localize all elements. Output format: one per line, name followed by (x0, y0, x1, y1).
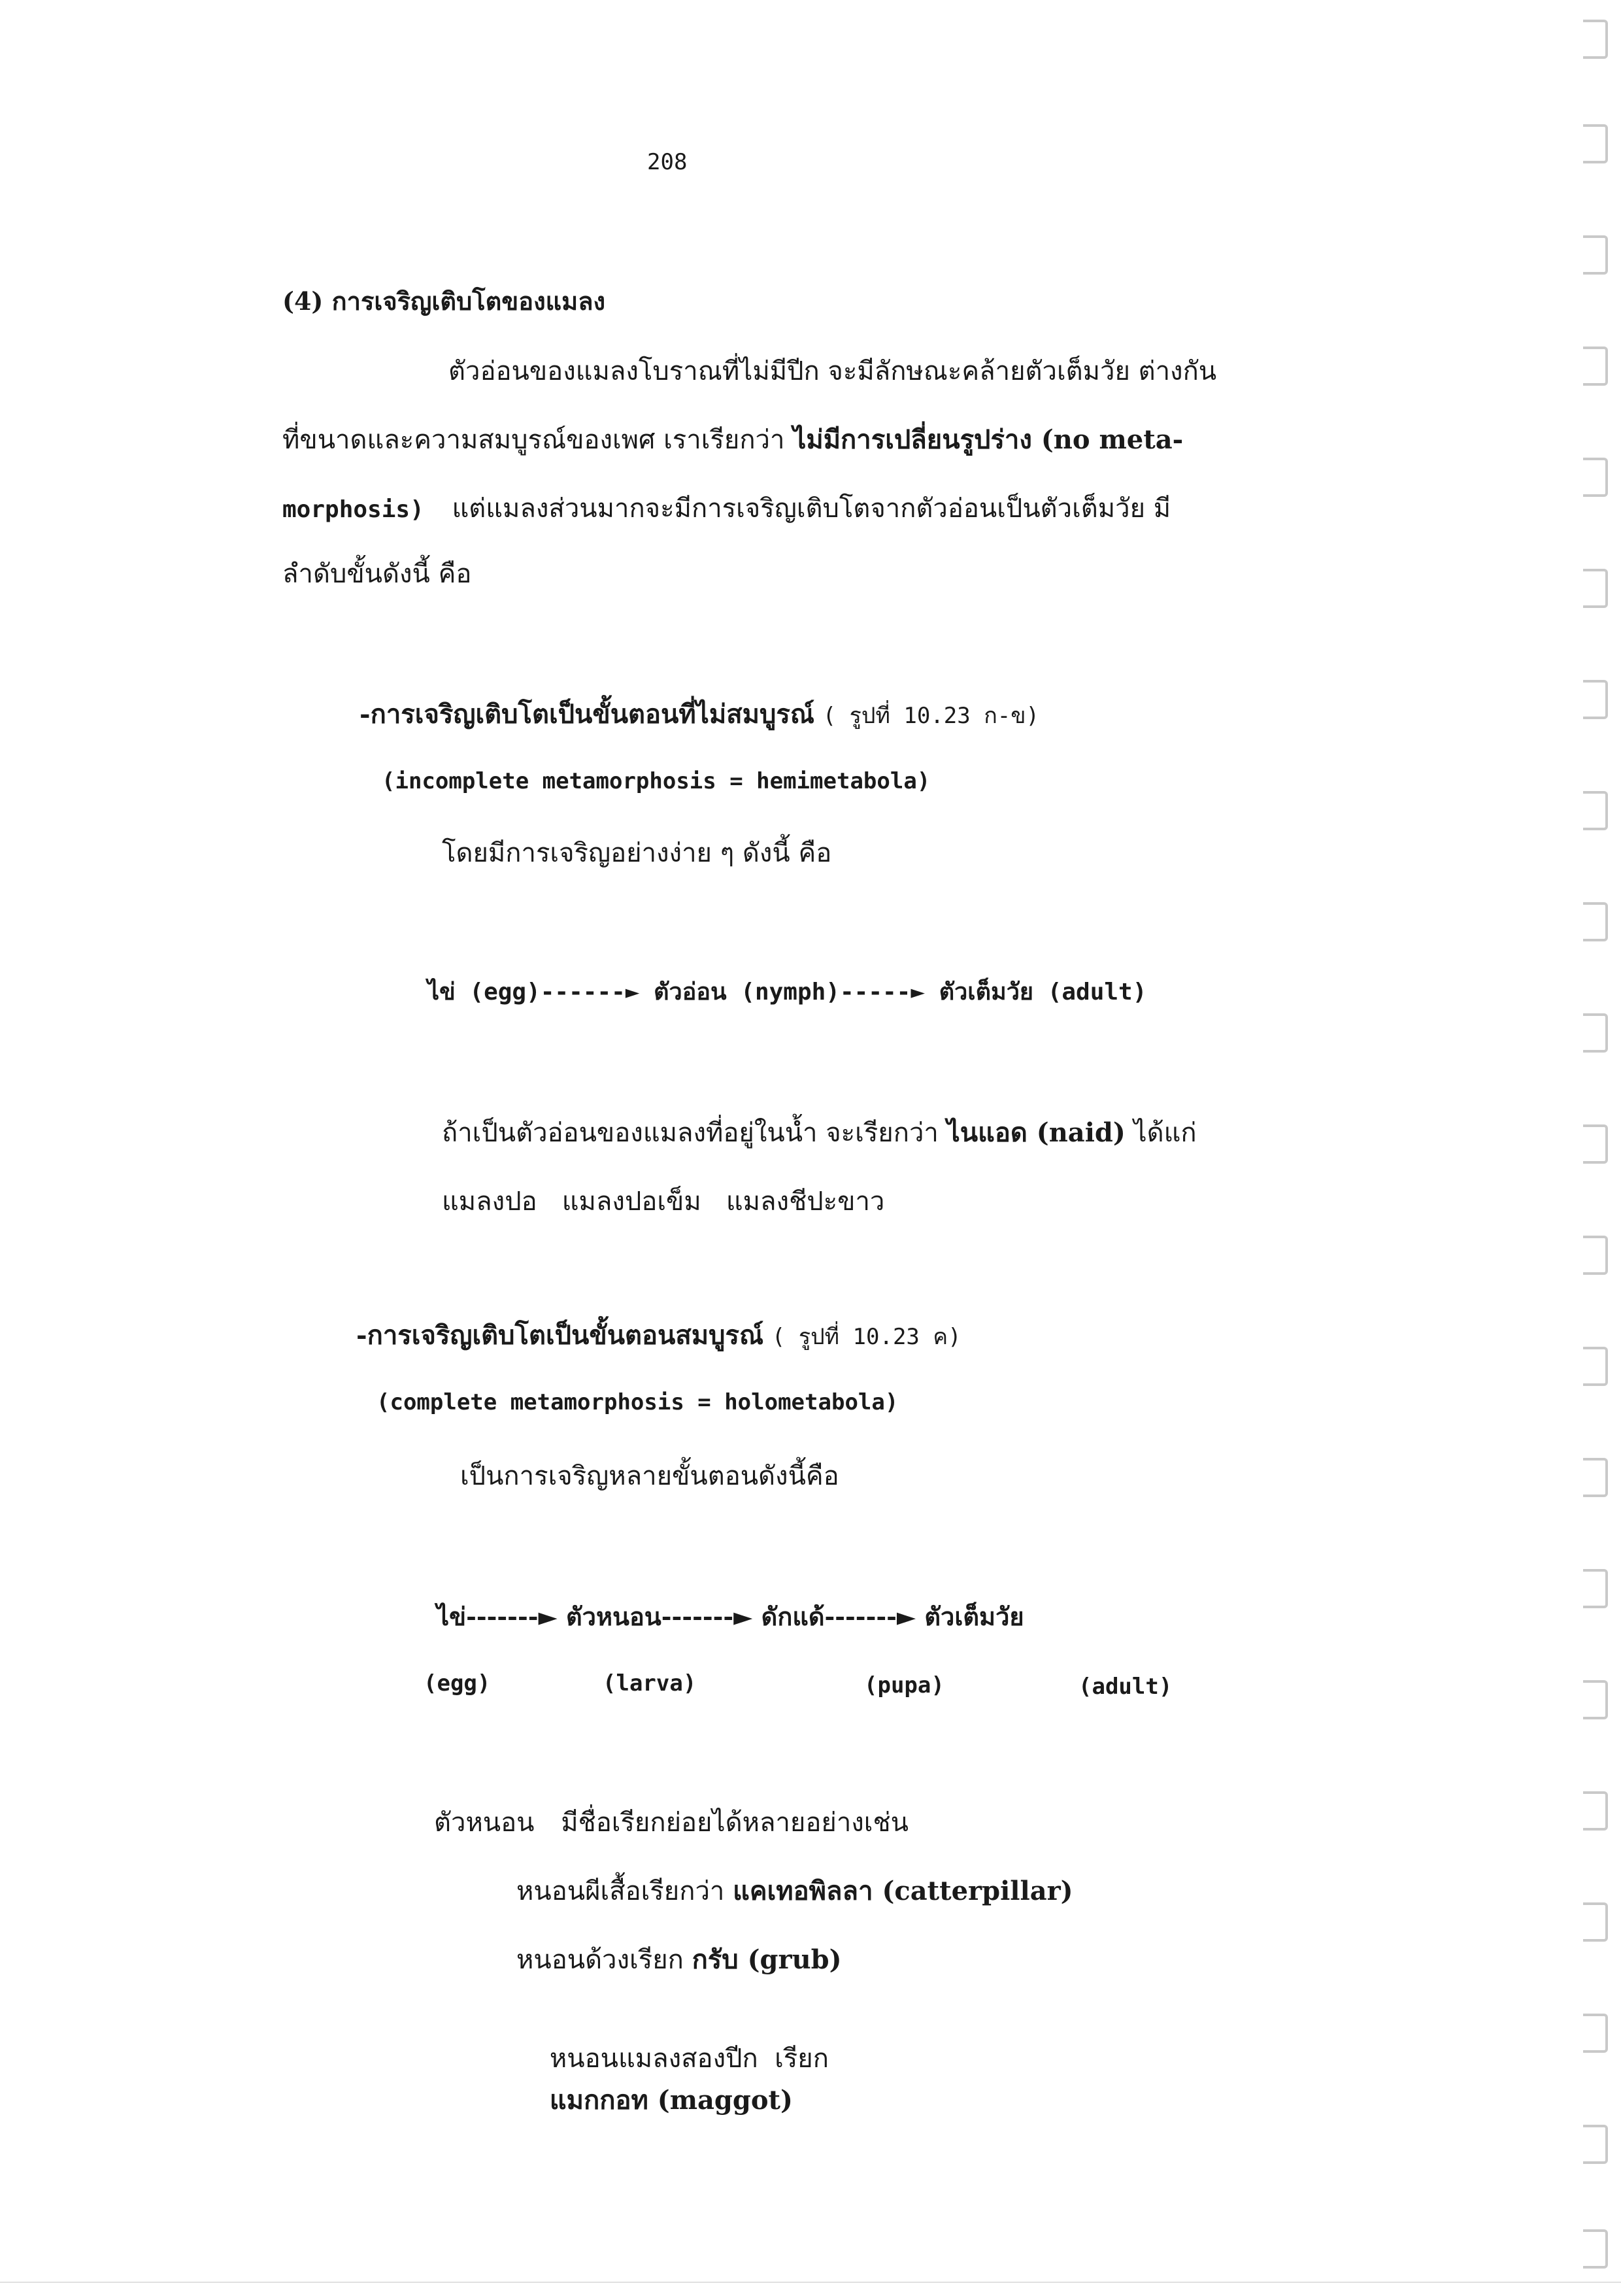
intro-line-2 (282, 418, 1183, 460)
binder-ring (1583, 124, 1608, 163)
naiad-text: ถ้าเป็นตัวอ่อนของแมลงที่อยู่ในน้ำ จะเรียกว่า (442, 1118, 939, 1148)
complete-title (356, 1314, 961, 1356)
larva-item-3-text: หนอนแมลงสองปีก เรียก (549, 2044, 829, 2074)
complete-latin: (complete metamorphosis = holometabola) (376, 1389, 899, 1415)
naiad-term: ไนแอด (naid) (946, 1117, 1126, 1148)
incomplete-title-text: -การเจริญเติบโตเป็นขั้นตอนที่ไม่สมบูรณ์ (359, 699, 814, 730)
stage-adult: (adult) (1078, 1674, 1173, 1700)
larva-item-2-text: หนอนด้วงเรียก (516, 1945, 684, 1975)
binder-ring (1583, 791, 1608, 830)
naiad-line (442, 1111, 1197, 1153)
binder-ring (1583, 1236, 1608, 1275)
naiad-suffix: ได้แก่ (1133, 1118, 1197, 1148)
binder-ring (1583, 1680, 1608, 1719)
larva-intro (434, 1801, 909, 1843)
binder-ring (1583, 2125, 1608, 2164)
intro-line-4: ลำดับขั้นดังนี้ คือ (282, 559, 472, 589)
stage-pupa: (pupa) (864, 1672, 944, 1698)
binder-ring (1583, 2229, 1608, 2269)
complete-desc: เป็นการเจริญหลายขั้นตอนดังนี้คือ (460, 1461, 839, 1491)
intro-line-3-term: morphosis) (282, 496, 424, 523)
larva-item-maggot (516, 2007, 829, 2151)
incomplete-flow: ไข่ (egg)------► ตัวอ่อน (nymph)-----► ตัวเต็มวัย (adult) (427, 979, 1147, 1005)
binder-ring (1583, 235, 1608, 275)
complete-title-text: -การเจริญเติบโตเป็นขั้นตอนสมบูรณ์ (356, 1320, 764, 1351)
binder-ring (1583, 458, 1608, 497)
page-number: 208 (647, 149, 688, 175)
larva-intro-text: มีชื่อเรียกย่อยได้หลายอย่างเช่น (561, 1808, 909, 1838)
intro-line-3 (282, 487, 1171, 529)
binder-ring (1583, 1569, 1608, 1608)
binder-ring (1583, 569, 1608, 608)
binder-ring (1583, 1124, 1608, 1164)
incomplete-title (359, 693, 1039, 735)
binder-ring (1583, 2014, 1608, 2053)
binder-ring (1583, 1791, 1608, 1831)
intro-line-3-text: แต่แมลงส่วนมากจะมีการเจริญเติบโตจากตัวอ่อนเป็นตัวเต็มวัย มี (452, 494, 1171, 524)
incomplete-desc: โดยมีการเจริญอย่างง่าย ๆ ดังนี้ คือ (442, 838, 832, 868)
binder-ring (1583, 1013, 1608, 1053)
larva-item-caterpillar (516, 1870, 1073, 1912)
larva-item-1-text: หนอนผีเสื้อเรียกว่า (516, 1876, 725, 1906)
binder-ring (1583, 902, 1608, 941)
larva-item-grub (516, 1938, 842, 1980)
intro-line-2-text: ที่ขนาดและความสมบูรณ์ของเพศ เราเรียกว่า (282, 425, 785, 455)
naiad-examples: แมลงปอ แมลงปอเข็ม แมลงชีปะขาว (442, 1187, 885, 1217)
binder-ring (1583, 20, 1608, 59)
intro-line-1: ตัวอ่อนของแมลงโบราณที่ไม่มีปีก จะมีลักษณะคล้ายตัวเต็มวัย ต่างกัน (448, 356, 1217, 386)
complete-figure-ref: ( รูปที่ 10.23 ค) (771, 1324, 961, 1350)
larva-intro-term: ตัวหนอน (434, 1808, 535, 1838)
binder-ring (1583, 680, 1608, 719)
larva-item-2-term: กรับ (grub) (692, 1944, 842, 1975)
incomplete-latin: (incomplete metamorphosis = hemimetabola) (382, 768, 931, 794)
binder-ring (1583, 1458, 1608, 1497)
binder-ring (1583, 1902, 1608, 1942)
larva-item-1-term: แคเทอพิลลา (catterpillar) (733, 1876, 1073, 1906)
intro-line-2-term: ไม่มีการเปลี่ยนรูปร่าง (no meta- (793, 424, 1184, 455)
incomplete-figure-ref: ( รูปที่ 10.23 ก-ข) (822, 703, 1039, 729)
binder-ring (1583, 346, 1608, 386)
complete-flow: ไข่-------► ตัวหนอน-------► ดักแด้-------► ตัวเต็มวัย (437, 1602, 1024, 1631)
bottom-edge-line (0, 2282, 1621, 2283)
stage-larva: (larva) (603, 1670, 697, 1697)
binder-ring (1583, 1347, 1608, 1386)
larva-item-3-term: แมกกอท (maggot) (549, 2085, 793, 2116)
binder-margin (1562, 0, 1621, 2296)
section-heading: (4) การเจริญเติบโตของแมลง (282, 286, 606, 316)
stage-egg: (egg) (424, 1670, 491, 1697)
